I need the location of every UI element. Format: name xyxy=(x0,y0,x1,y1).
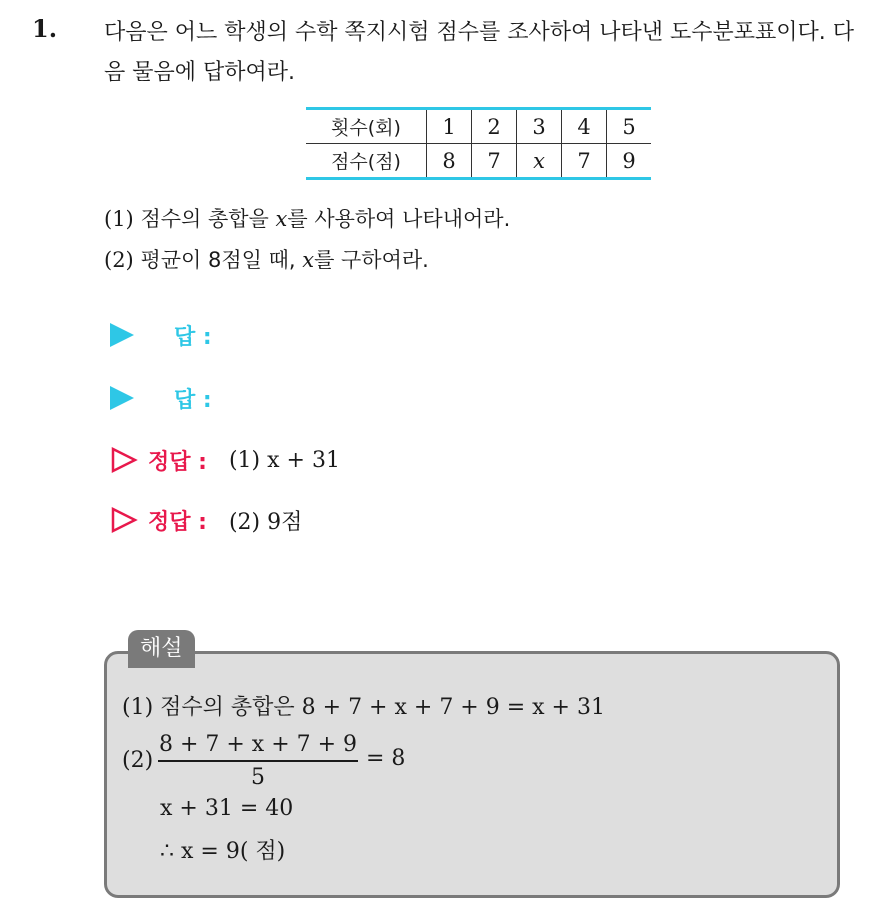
table-cell: 2 xyxy=(472,109,517,144)
table-cell: 9 xyxy=(622,148,636,173)
subquestion-2: (2) 평균이 8점일 때, x를 구하여라. xyxy=(104,248,429,272)
table-row xyxy=(306,144,651,179)
outline-triangle-icon xyxy=(110,506,138,534)
answer-row-1[interactable] xyxy=(110,320,212,350)
table-cell: 1 xyxy=(427,109,472,144)
correct-answer-row-1 xyxy=(110,444,340,476)
table-cell: 3 xyxy=(517,109,562,144)
question-number: 1. xyxy=(32,14,58,43)
correct-answer-value: (2) 9점 xyxy=(228,509,303,535)
explanation-line-2-prefix: (2) xyxy=(122,748,154,773)
explanation-line-3: x + 31 = 40 xyxy=(160,796,294,821)
explanation-line-2-suffix: = 8 xyxy=(366,746,406,771)
table-cell: 7 xyxy=(472,144,517,179)
question-text: 다음은 어느 학생의 수학 쪽지시험 점수를 조사하여 나타낸 도수분포표이다. 다음 물음에 답하여라. xyxy=(104,20,854,85)
play-triangle-icon xyxy=(110,323,134,347)
answer-label: 답 : xyxy=(174,324,212,350)
play-triangle-icon xyxy=(110,386,134,410)
frequency-table xyxy=(306,107,651,180)
fraction-numerator: 8 + 7 + x + 7 + 9 xyxy=(158,732,358,757)
table-cell: 5 xyxy=(607,109,652,144)
outline-triangle-icon xyxy=(110,446,138,474)
table-row-header: 횟수(회) xyxy=(306,109,427,144)
fraction-denominator: 5 xyxy=(251,764,265,790)
answer-label: 답 : xyxy=(174,387,212,413)
explanation-line-1: (1) 점수의 총합은 8 + 7 + x + 7 + 9 = x + 31 xyxy=(122,695,605,720)
correct-answer-label: 정답 : xyxy=(148,449,207,475)
correct-answer-row-2 xyxy=(110,504,302,536)
correct-answer-label: 정답 : xyxy=(148,509,207,535)
table-cell: 7 xyxy=(562,144,607,179)
explanation-line-4: ∴ x = 9( 점) xyxy=(160,839,286,864)
table-cell-variable: x xyxy=(517,144,562,179)
table-row xyxy=(306,109,651,144)
answer-row-2[interactable] xyxy=(110,383,212,413)
correct-answer-value: (1) x + 31 xyxy=(228,447,340,473)
explanation-fraction xyxy=(158,732,358,790)
explanation-tab: 해설 xyxy=(128,630,195,668)
subquestion-1: (1) 점수의 총합을 x를 사용하여 나타내어라. xyxy=(104,207,511,231)
table-row-header: 점수(점) xyxy=(306,144,427,179)
table-cell: 4 xyxy=(562,109,607,144)
table-cell: 8 xyxy=(427,144,472,179)
